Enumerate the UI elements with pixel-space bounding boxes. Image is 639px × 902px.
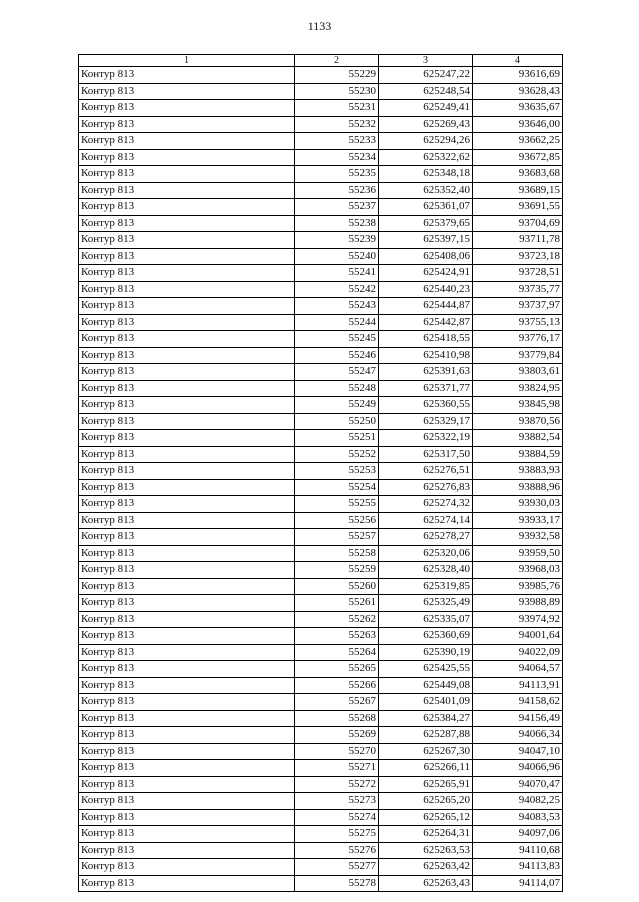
point-number-cell: 55269 [295,727,379,744]
point-number-cell: 55239 [295,232,379,249]
table-row [79,479,563,496]
point-number-cell: 55236 [295,182,379,199]
table-row [79,347,563,364]
x-coordinate-cell: 625371,77 [379,380,473,397]
page-number: 1133 [307,19,332,33]
y-coordinate-cell: 94064,57 [473,661,563,678]
contour-name-cell: Контур 813 [79,875,295,892]
contour-name-cell: Контур 813 [79,677,295,694]
contour-name-cell: Контур 813 [79,215,295,232]
contour-name-cell: Контур 813 [79,578,295,595]
y-coordinate-cell: 93968,03 [473,562,563,579]
table-row [79,265,563,282]
table-row [79,710,563,727]
x-coordinate-cell: 625348,18 [379,166,473,183]
y-coordinate-cell: 94156,49 [473,710,563,727]
contour-name-cell: Контур 813 [79,479,295,496]
x-coordinate-cell: 625397,15 [379,232,473,249]
contour-name-cell: Контур 813 [79,661,295,678]
x-coordinate-cell: 625319,85 [379,578,473,595]
point-number-cell: 55252 [295,446,379,463]
x-coordinate-cell: 625269,43 [379,116,473,133]
table-row [79,380,563,397]
contour-name-cell: Контур 813 [79,100,295,117]
point-number-cell: 55242 [295,281,379,298]
point-number-cell: 55258 [295,545,379,562]
table-row [79,842,563,859]
y-coordinate-cell: 93884,59 [473,446,563,463]
y-coordinate-cell: 93755,13 [473,314,563,331]
point-number-cell: 55232 [295,116,379,133]
contour-name-cell: Контур 813 [79,529,295,546]
point-number-cell: 55237 [295,199,379,216]
x-coordinate-cell: 625276,83 [379,479,473,496]
y-coordinate-cell: 93662,25 [473,133,563,150]
point-number-cell: 55246 [295,347,379,364]
contour-name-cell: Контур 813 [79,760,295,777]
contour-name-cell: Контур 813 [79,133,295,150]
column-header-3: 3 [379,55,473,67]
x-coordinate-cell: 625267,30 [379,743,473,760]
table-row [79,793,563,810]
table-row [79,661,563,678]
point-number-cell: 55240 [295,248,379,265]
table-row [79,677,563,694]
y-coordinate-cell: 93723,18 [473,248,563,265]
y-coordinate-cell: 94066,96 [473,760,563,777]
contour-name-cell: Контур 813 [79,182,295,199]
table-row [79,496,563,513]
contour-name-cell: Контур 813 [79,67,295,84]
table-row [79,248,563,265]
x-coordinate-cell: 625249,41 [379,100,473,117]
y-coordinate-cell: 94083,53 [473,809,563,826]
y-coordinate-cell: 93930,03 [473,496,563,513]
point-number-cell: 55234 [295,149,379,166]
contour-name-cell: Контур 813 [79,694,295,711]
table-row [79,314,563,331]
y-coordinate-cell: 93803,61 [473,364,563,381]
x-coordinate-cell: 625276,51 [379,463,473,480]
table-row [79,232,563,249]
point-number-cell: 55235 [295,166,379,183]
contour-name-cell: Контур 813 [79,166,295,183]
y-coordinate-cell: 93933,17 [473,512,563,529]
contour-name-cell: Контур 813 [79,397,295,414]
point-number-cell: 55229 [295,67,379,84]
column-header-4: 4 [473,55,563,67]
x-coordinate-cell: 625335,07 [379,611,473,628]
y-coordinate-cell: 94066,34 [473,727,563,744]
x-coordinate-cell: 625322,62 [379,149,473,166]
contour-name-cell: Контур 813 [79,83,295,100]
point-number-cell: 55257 [295,529,379,546]
x-coordinate-cell: 625418,55 [379,331,473,348]
y-coordinate-cell: 93776,17 [473,331,563,348]
x-coordinate-cell: 625263,42 [379,859,473,876]
table-row [79,67,563,84]
table-row [79,166,563,183]
y-coordinate-cell: 93616,69 [473,67,563,84]
contour-name-cell: Контур 813 [79,463,295,480]
column-header-1: 1 [79,55,295,67]
table-row [79,743,563,760]
x-coordinate-cell: 625379,65 [379,215,473,232]
table-row [79,776,563,793]
point-number-cell: 55256 [295,512,379,529]
point-number-cell: 55230 [295,83,379,100]
table-row [79,331,563,348]
y-coordinate-cell: 93646,00 [473,116,563,133]
point-number-cell: 55276 [295,842,379,859]
x-coordinate-cell: 625384,27 [379,710,473,727]
table-row [79,809,563,826]
table-row [79,199,563,216]
point-number-cell: 55244 [295,314,379,331]
y-coordinate-cell: 93883,93 [473,463,563,480]
table-row [79,826,563,843]
table-row [79,413,563,430]
point-number-cell: 55275 [295,826,379,843]
contour-name-cell: Контур 813 [79,562,295,579]
contour-name-cell: Контур 813 [79,413,295,430]
y-coordinate-cell: 93974,92 [473,611,563,628]
x-coordinate-cell: 625440,23 [379,281,473,298]
x-coordinate-cell: 625265,91 [379,776,473,793]
y-coordinate-cell: 93737,97 [473,298,563,315]
contour-name-cell: Контур 813 [79,842,295,859]
table-row [79,628,563,645]
point-number-cell: 55248 [295,380,379,397]
table-row [79,727,563,744]
table-row [79,364,563,381]
x-coordinate-cell: 625442,87 [379,314,473,331]
x-coordinate-cell: 625294,26 [379,133,473,150]
contour-name-cell: Контур 813 [79,314,295,331]
point-number-cell: 55271 [295,760,379,777]
point-number-cell: 55241 [295,265,379,282]
point-number-cell: 55261 [295,595,379,612]
y-coordinate-cell: 94070,47 [473,776,563,793]
contour-name-cell: Контур 813 [79,281,295,298]
table-body [79,67,563,892]
x-coordinate-cell: 625278,27 [379,529,473,546]
x-coordinate-cell: 625320,06 [379,545,473,562]
contour-name-cell: Контур 813 [79,595,295,612]
contour-name-cell: Контур 813 [79,545,295,562]
contour-name-cell: Контур 813 [79,199,295,216]
x-coordinate-cell: 625408,06 [379,248,473,265]
y-coordinate-cell: 93985,76 [473,578,563,595]
table-row [79,397,563,414]
x-coordinate-cell: 625361,07 [379,199,473,216]
y-coordinate-cell: 94082,25 [473,793,563,810]
contour-name-cell: Контур 813 [79,496,295,513]
contour-name-cell: Контур 813 [79,331,295,348]
point-number-cell: 55272 [295,776,379,793]
x-coordinate-cell: 625325,49 [379,595,473,612]
y-coordinate-cell: 93779,84 [473,347,563,364]
x-coordinate-cell: 625424,91 [379,265,473,282]
table-row [79,100,563,117]
y-coordinate-cell: 94022,09 [473,644,563,661]
point-number-cell: 55274 [295,809,379,826]
y-coordinate-cell: 93888,96 [473,479,563,496]
y-coordinate-cell: 93683,68 [473,166,563,183]
y-coordinate-cell: 93704,69 [473,215,563,232]
table-row [79,215,563,232]
point-number-cell: 55253 [295,463,379,480]
x-coordinate-cell: 625265,20 [379,793,473,810]
y-coordinate-cell: 93882,54 [473,430,563,447]
table-row [79,83,563,100]
y-coordinate-cell: 93735,77 [473,281,563,298]
x-coordinate-cell: 625391,63 [379,364,473,381]
point-number-cell: 55254 [295,479,379,496]
x-coordinate-cell: 625425,55 [379,661,473,678]
table-row [79,545,563,562]
point-number-cell: 55245 [295,331,379,348]
contour-name-cell: Контур 813 [79,776,295,793]
table-row [79,116,563,133]
table-row [79,133,563,150]
contour-name-cell: Контур 813 [79,743,295,760]
x-coordinate-cell: 625266,11 [379,760,473,777]
y-coordinate-cell: 93870,56 [473,413,563,430]
point-number-cell: 55277 [295,859,379,876]
point-number-cell: 55255 [295,496,379,513]
table-row [79,446,563,463]
point-number-cell: 55243 [295,298,379,315]
contour-name-cell: Контур 813 [79,232,295,249]
table-row [79,859,563,876]
x-coordinate-cell: 625360,55 [379,397,473,414]
y-coordinate-cell: 94113,91 [473,677,563,694]
y-coordinate-cell: 93711,78 [473,232,563,249]
point-number-cell: 55251 [295,430,379,447]
contour-name-cell: Контур 813 [79,430,295,447]
x-coordinate-cell: 625263,53 [379,842,473,859]
contour-name-cell: Контур 813 [79,611,295,628]
contour-name-cell: Контур 813 [79,347,295,364]
table-row [79,562,563,579]
y-coordinate-cell: 94110,68 [473,842,563,859]
y-coordinate-cell: 93635,67 [473,100,563,117]
contour-name-cell: Контур 813 [79,116,295,133]
y-coordinate-cell: 94158,62 [473,694,563,711]
x-coordinate-cell: 625265,12 [379,809,473,826]
contour-name-cell: Контур 813 [79,727,295,744]
y-coordinate-cell: 93959,50 [473,545,563,562]
contour-name-cell: Контур 813 [79,826,295,843]
table-header-row [79,55,563,67]
table-row [79,694,563,711]
contour-name-cell: Контур 813 [79,710,295,727]
table-row [79,578,563,595]
y-coordinate-cell: 93691,55 [473,199,563,216]
table-row [79,875,563,892]
y-coordinate-cell: 93932,58 [473,529,563,546]
contour-name-cell: Контур 813 [79,380,295,397]
x-coordinate-cell: 625449,08 [379,677,473,694]
contour-name-cell: Контур 813 [79,265,295,282]
y-coordinate-cell: 94097,06 [473,826,563,843]
table-row [79,182,563,199]
contour-name-cell: Контур 813 [79,446,295,463]
x-coordinate-cell: 625390,19 [379,644,473,661]
point-number-cell: 55267 [295,694,379,711]
point-number-cell: 55259 [295,562,379,579]
x-coordinate-cell: 625264,31 [379,826,473,843]
point-number-cell: 55231 [295,100,379,117]
point-number-cell: 55250 [295,413,379,430]
table-row [79,430,563,447]
point-number-cell: 55247 [295,364,379,381]
y-coordinate-cell: 94001,64 [473,628,563,645]
table-row [79,595,563,612]
contour-name-cell: Контур 813 [79,644,295,661]
point-number-cell: 55270 [295,743,379,760]
contour-name-cell: Контур 813 [79,248,295,265]
y-coordinate-cell: 94114,07 [473,875,563,892]
y-coordinate-cell: 94047,10 [473,743,563,760]
contour-name-cell: Контур 813 [79,628,295,645]
y-coordinate-cell: 93988,89 [473,595,563,612]
point-number-cell: 55266 [295,677,379,694]
contour-name-cell: Контур 813 [79,793,295,810]
table-row [79,529,563,546]
contour-name-cell: Контур 813 [79,859,295,876]
x-coordinate-cell: 625444,87 [379,298,473,315]
y-coordinate-cell: 93845,98 [473,397,563,414]
contour-name-cell: Контур 813 [79,149,295,166]
y-coordinate-cell: 93628,43 [473,83,563,100]
point-number-cell: 55260 [295,578,379,595]
point-number-cell: 55268 [295,710,379,727]
contour-name-cell: Контур 813 [79,809,295,826]
table-row [79,644,563,661]
table-row [79,281,563,298]
x-coordinate-cell: 625317,50 [379,446,473,463]
point-number-cell: 55265 [295,661,379,678]
y-coordinate-cell: 93689,15 [473,182,563,199]
coordinates-table [78,54,563,892]
point-number-cell: 55249 [295,397,379,414]
contour-name-cell: Контур 813 [79,512,295,529]
table-row [79,512,563,529]
point-number-cell: 55278 [295,875,379,892]
x-coordinate-cell: 625329,17 [379,413,473,430]
point-number-cell: 55262 [295,611,379,628]
column-header-2: 2 [295,55,379,67]
point-number-cell: 55263 [295,628,379,645]
table-row [79,611,563,628]
x-coordinate-cell: 625287,88 [379,727,473,744]
y-coordinate-cell: 93824,95 [473,380,563,397]
x-coordinate-cell: 625247,22 [379,67,473,84]
point-number-cell: 55264 [295,644,379,661]
x-coordinate-cell: 625263,43 [379,875,473,892]
contour-name-cell: Контур 813 [79,298,295,315]
point-number-cell: 55273 [295,793,379,810]
x-coordinate-cell: 625322,19 [379,430,473,447]
x-coordinate-cell: 625328,40 [379,562,473,579]
x-coordinate-cell: 625401,09 [379,694,473,711]
x-coordinate-cell: 625274,32 [379,496,473,513]
y-coordinate-cell: 93728,51 [473,265,563,282]
table-row [79,149,563,166]
x-coordinate-cell: 625274,14 [379,512,473,529]
x-coordinate-cell: 625352,40 [379,182,473,199]
x-coordinate-cell: 625410,98 [379,347,473,364]
y-coordinate-cell: 93672,85 [473,149,563,166]
contour-name-cell: Контур 813 [79,364,295,381]
table-row [79,463,563,480]
point-number-cell: 55233 [295,133,379,150]
x-coordinate-cell: 625360,69 [379,628,473,645]
point-number-cell: 55238 [295,215,379,232]
table-row [79,298,563,315]
table-row [79,760,563,777]
y-coordinate-cell: 94113,83 [473,859,563,876]
x-coordinate-cell: 625248,54 [379,83,473,100]
